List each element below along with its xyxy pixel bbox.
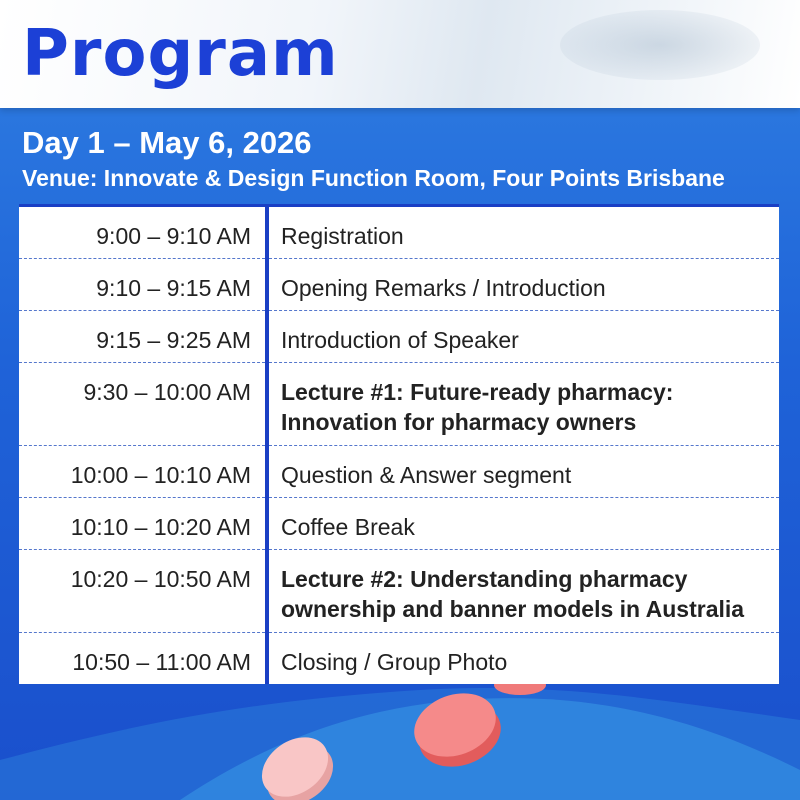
event-cell: Closing / Group Photo [281, 649, 508, 675]
event-cell: Registration [281, 223, 404, 249]
event-cell: Lecture #1: Future-ready pharmacy: Innovation for pharmacy owners [281, 379, 674, 435]
table-row [19, 550, 779, 633]
table-row [19, 363, 779, 446]
table-row [19, 498, 779, 550]
event-cell: Opening Remarks / Introduction [281, 275, 606, 301]
time-cell: 10:20 – 10:50 AM [19, 550, 267, 633]
table-row [19, 633, 779, 685]
page-title: Program [22, 17, 339, 91]
day-heading: Day 1 – May 6, 2026 [22, 125, 312, 160]
time-cell: 9:30 – 10:00 AM [19, 363, 267, 446]
event-cell: Question & Answer segment [281, 462, 572, 488]
time-cell: 9:00 – 9:10 AM [19, 206, 267, 259]
time-cell: 9:10 – 9:15 AM [19, 259, 267, 311]
table-row [19, 446, 779, 498]
table-row [19, 259, 779, 311]
time-cell: 10:50 – 11:00 AM [19, 633, 267, 685]
time-cell: 9:15 – 9:25 AM [19, 311, 267, 363]
schedule-table [19, 204, 779, 684]
table-row [19, 311, 779, 363]
event-cell: Introduction of Speaker [281, 327, 519, 353]
event-cell: Lecture #2: Understanding pharmacy ownership and banner models in Australia [281, 566, 745, 622]
time-cell: 10:10 – 10:20 AM [19, 498, 267, 550]
table-row [19, 206, 779, 259]
venue-text: Venue: Innovate & Design Function Room, Four Points Brisbane [22, 165, 725, 191]
event-cell: Coffee Break [281, 514, 415, 540]
time-cell: 10:00 – 10:10 AM [19, 446, 267, 498]
